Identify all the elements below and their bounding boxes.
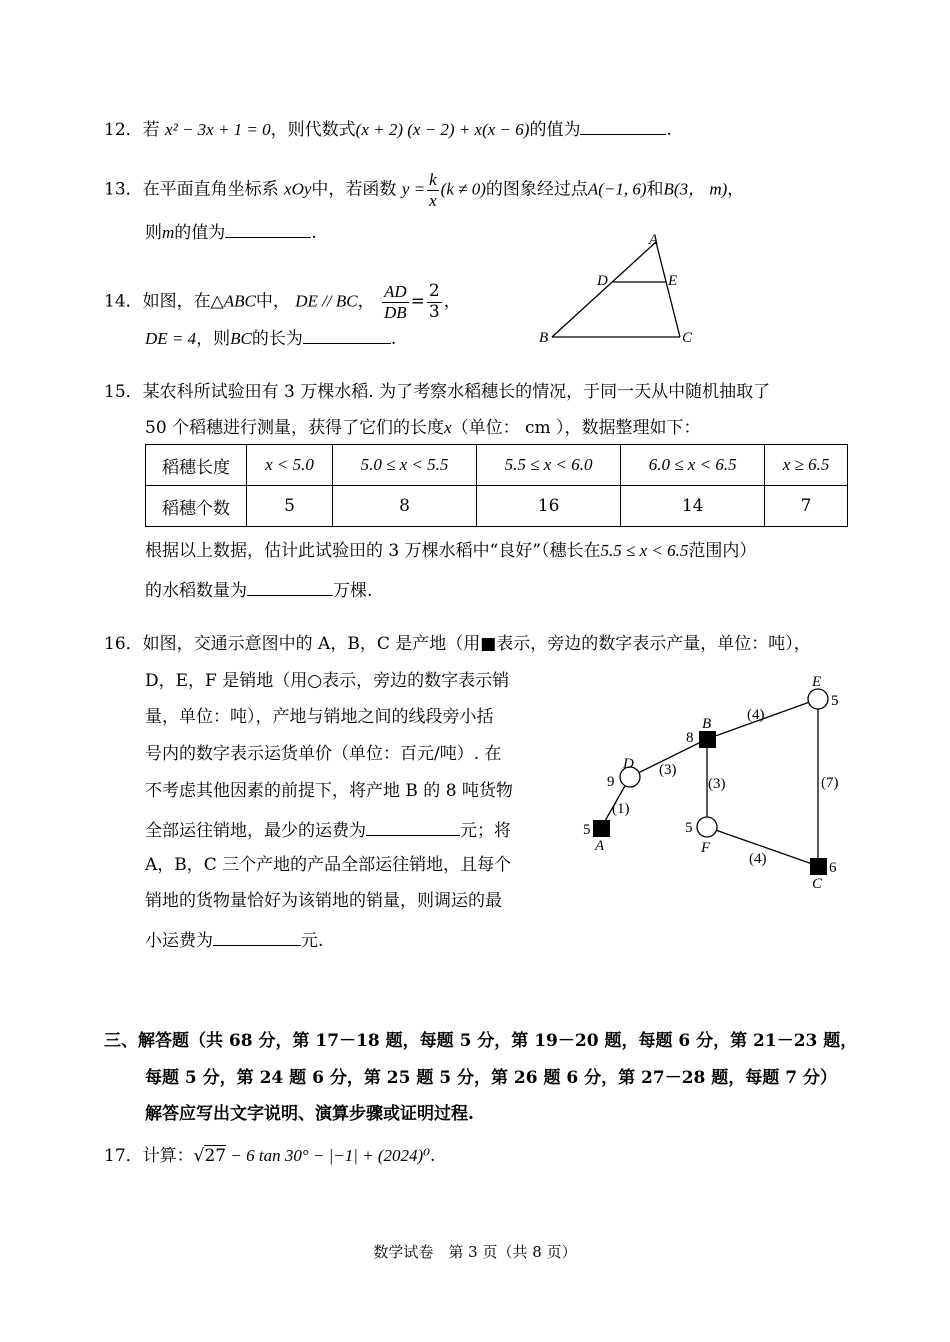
question-12: 12．若 x² − 3x + 1 = 0，则代数式(x + 2) (x − 2) + x(x − 6)的值为 . [104,117,672,140]
section-3-heading: 三、解答题（共 68 分，第 17－18 题，每题 5 分，第 19－20 题，每题 6 分，第 21－23 题， [104,1031,858,1051]
answer-blank [225,220,311,238]
table-header-row [146,445,848,486]
fraction-2-3: $\frac{2}{3}$ [428,281,440,322]
question-13-line2: 则m的值为 . [145,220,317,243]
table-cell: x < 5.0 [247,445,333,486]
page-footer: 数学试卷 第 3 页（共 8 页） [373,1243,577,1261]
table-cell: 14 [621,486,765,527]
amount-f: 5 [685,820,693,836]
label-e: E [668,273,678,289]
question-16-line: 号内的数字表示运货单价（单位：百元/吨）. 在 [145,744,502,764]
cost-fc: (4) [749,851,767,867]
expression: − 6 tan 30° − |−1| + (2024)⁰ [226,1146,431,1165]
question-number: 14． [104,291,143,312]
question-16-line6: 全部运往销地，最少的运费为 元；将 [145,818,511,841]
section-3-line2: 每题 5 分，第 24 题 6 分，第 25 题 5 分，第 26 题 6 分，第 27－28 题，每题 7 分） [145,1068,837,1088]
question-14-line2: DE = 4，则BC的长为 . [145,326,396,349]
question-16-line: 量，单位：吨），产地与销地之间的线段旁小括 [145,707,494,727]
fraction-ad-db: $\frac{AD}{DB}$ [383,282,407,322]
equation: x² − 3x + 1 = 0 [165,120,271,139]
question-number: 12． [104,120,143,140]
table-cell: 8 [332,486,476,527]
expression: (x + 2) (x − 2) + x(x − 6) [355,120,530,139]
amount-e: 5 [831,693,839,709]
question-number: 15． [104,382,143,402]
side-ac [656,242,680,337]
amount-d: 9 [607,774,615,790]
question-16-line: 不考虑其他因素的前提下，将产地 B 的 8 吨货物 [145,781,513,801]
cost-ad: (1) [612,801,630,817]
radicand: 27 [204,1146,227,1166]
answer-blank [213,928,301,946]
amount-c: 6 [829,860,837,876]
point-b: B(3， m) [663,179,728,199]
question-14: 14．如图，在△ABC中， DE // BC， $\frac{AD}{DB}$ = $\frac{2}{3}$ ， [104,281,461,322]
label-a: A [649,232,659,248]
label-d: D [623,756,634,772]
transport-network-figure [575,670,850,900]
node-e-circle [808,689,828,709]
question-number: 17． [104,1146,143,1166]
fraction-k-over-x: $\frac{k}{x}$ [429,170,437,210]
section-3-line3: 解答应写出文字说明、演算步骤或证明过程. [145,1104,474,1124]
node-a-square [593,820,610,837]
cost-bf: (3) [708,776,726,792]
label-e: E [812,674,822,690]
amount-a: 5 [583,822,591,838]
question-16-line: A，B，C 三个产地的产品全部运往销地，且每个 [145,855,512,875]
table-cell: 5 [247,486,333,527]
question-16-line: D，E，F 是销地（用○表示，旁边的数字表示销 [145,671,510,691]
question-15-line2: 50 个稻穗进行测量，获得了它们的长度x（单位： cm ），数据整理如下： [145,418,701,438]
cost-db: (3) [659,762,677,778]
question-15-line4: 的水稻数量为 万棵. [145,578,372,601]
answer-blank [366,818,460,836]
node-c-square [810,858,827,875]
question-15: 15．某农科所试验田有 3 万棵水稻. 为了考察水稻穗长的情况，于同一天从中随机抽取了 [104,382,771,402]
answer-blank [580,117,666,135]
node-f-circle [697,817,717,837]
node-b-square [699,731,716,748]
sqrt-sign: √ [193,1146,205,1166]
question-16-line9: 小运费为 元. [145,928,323,951]
point-a: A(−1, 6) [587,179,647,199]
table-row [146,486,848,527]
table-cell: 5.0 ≤ x < 5.5 [332,445,476,486]
label-a: A [595,838,605,854]
label-b: B [539,330,549,346]
triangle-figure [530,228,710,348]
table-cell: 稻穗个数 [146,486,247,527]
label-b: B [702,716,712,732]
table-cell: 5.5 ≤ x < 6.0 [477,445,621,486]
answer-blank [303,326,391,344]
cost-ec: (7) [821,775,839,791]
question-number: 13． [104,179,143,200]
side-ab [552,242,656,337]
label-c: C [682,330,693,346]
question-17: 17．计算：√27 − 6 tan 30° − |−1| + (2024)⁰. [104,1146,436,1166]
table-cell: x ≥ 6.5 [765,445,848,486]
label-d: D [597,273,608,289]
cost-be: (4) [747,707,765,723]
question-16-line: 销地的货物量恰好为该销地的销量，则调运的最 [145,891,502,911]
rice-length-table [145,444,848,527]
label-c: C [812,876,823,892]
table-cell: 7 [765,486,848,527]
table-cell: 6.0 ≤ x < 6.5 [621,445,765,486]
question-number: 16． [104,634,143,654]
table-cell: 稻穗长度 [146,445,247,486]
question-15-line3: 根据以上数据，估计此试验田的 3 万棵水稻中“良好”（穗长在5.5 ≤ x < 6.5范围内） [145,541,757,561]
table-cell: 16 [477,486,621,527]
amount-b: 8 [686,730,694,746]
label-f: F [701,840,711,856]
question-13: 13．在平面直角坐标系 xOy中，若函数 y = $\frac{k}{x}$ (k ≠ 0)的图象经过点A(−1, 6)和B(3， m)， [104,170,745,210]
answer-blank [247,578,333,596]
question-16: 16．如图，交通示意图中的 A，B，C 是产地（用■表示，旁边的数字表示产量，单位：吨）， [104,634,811,654]
